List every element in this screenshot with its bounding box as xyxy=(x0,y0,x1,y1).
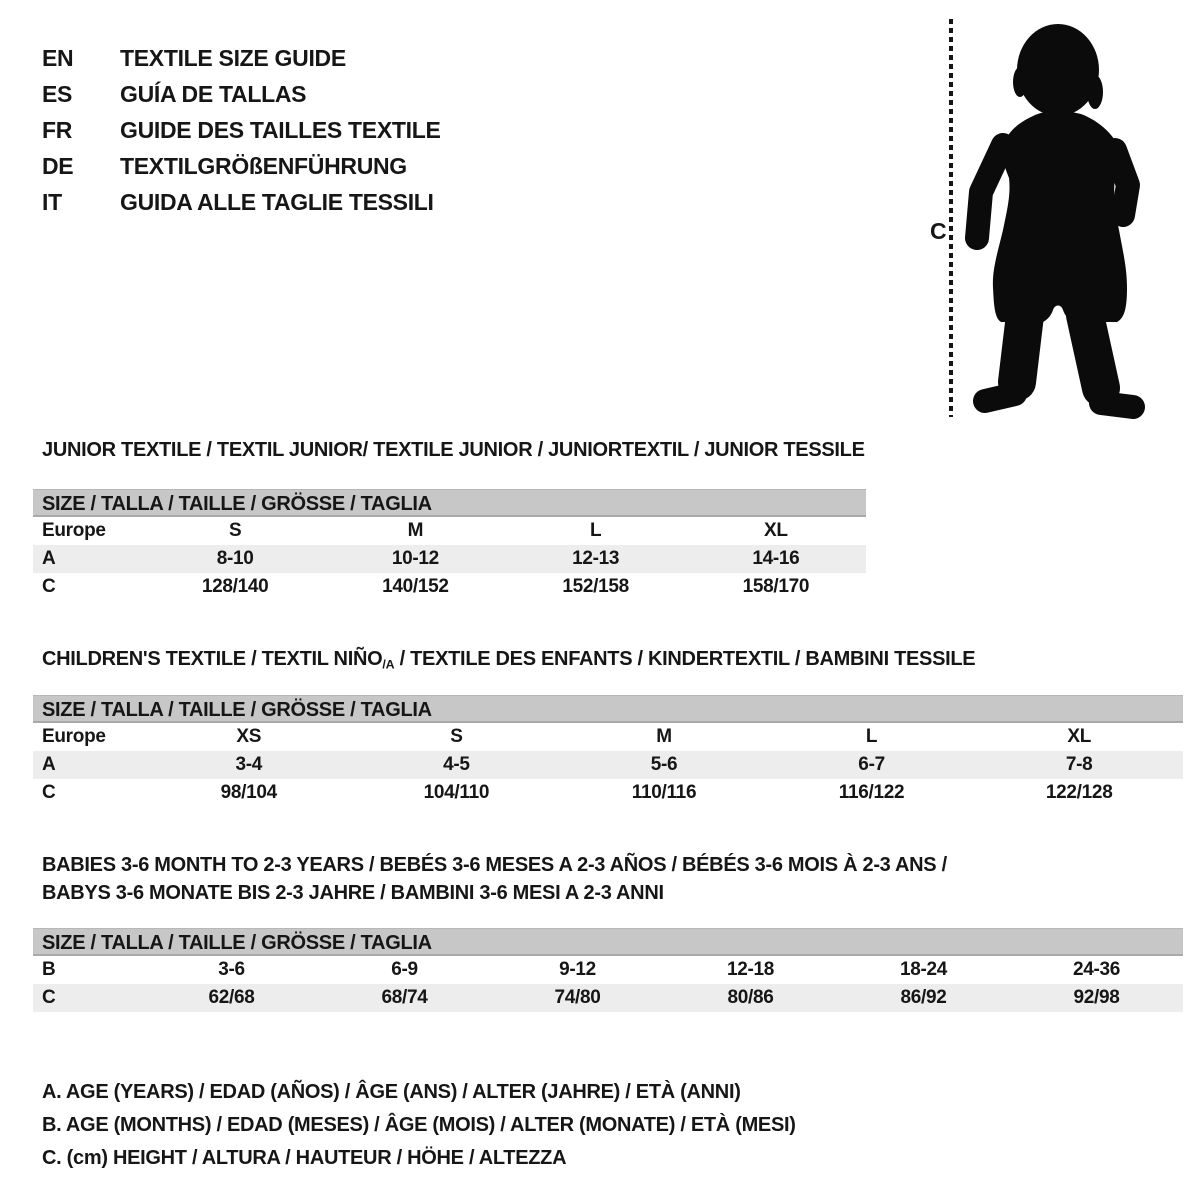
size-cell: 6-7 xyxy=(858,754,885,775)
size-cell: 62/68 xyxy=(208,987,255,1008)
babies-section-heading xyxy=(42,851,947,907)
size-cell: M xyxy=(407,520,424,541)
size-cell: 7-8 xyxy=(1065,754,1093,775)
baby-silhouette-icon xyxy=(965,20,1160,425)
size-cell: 3-6 xyxy=(218,959,245,980)
size-cell: XS xyxy=(236,726,262,747)
size-cell: 18-24 xyxy=(899,959,948,980)
height-c-label: C xyxy=(930,218,947,244)
language-row-es xyxy=(42,76,441,112)
size-cell: 74/80 xyxy=(554,987,601,1008)
size-cell: 86/92 xyxy=(900,987,947,1008)
size-cell: 12-13 xyxy=(572,548,620,569)
language-row-de xyxy=(42,148,441,184)
row-label: B xyxy=(42,959,56,980)
legend-line-a: A. AGE (YEARS) / EDAD (AÑOS) / ÂGE (ANS) / ALTER (JAHRE) / ETÀ (ANNI) xyxy=(42,1081,741,1103)
table-row xyxy=(33,517,866,545)
language-title: GUÍA DE TALLAS xyxy=(120,81,307,107)
size-cell: L xyxy=(865,726,878,747)
row-label: A xyxy=(42,754,56,775)
size-cell: 12-18 xyxy=(726,959,775,980)
language-title: TEXTILE SIZE GUIDE xyxy=(120,45,346,71)
legend-line-b: B. AGE (MONTHS) / EDAD (MESES) / ÂGE (MOIS) / ALTER (MONATE) / ETÀ (MESI) xyxy=(42,1114,796,1136)
language-code: EN xyxy=(42,45,74,71)
size-cell: S xyxy=(228,520,242,541)
language-code: FR xyxy=(42,117,73,143)
size-cell: 152/158 xyxy=(562,576,629,597)
language-code: IT xyxy=(42,189,62,215)
table-row xyxy=(33,545,866,573)
children-section-heading xyxy=(42,647,975,676)
children-heading-sub: /A xyxy=(382,657,395,672)
row-label: C xyxy=(42,576,56,597)
size-header: SIZE / TALLA / TAILLE / GRÖSSE / TAGLIA xyxy=(33,928,1183,956)
row-label: Europe xyxy=(42,726,106,747)
legend-line-c: C. (cm) HEIGHT / ALTURA / HAUTEUR / HÖHE / ALTEZZA xyxy=(42,1147,567,1169)
table-row xyxy=(33,751,1183,779)
size-cell: 5-6 xyxy=(650,754,678,775)
measure-legend xyxy=(42,1076,796,1175)
size-cell: 14-16 xyxy=(752,548,800,569)
row-label: A xyxy=(42,548,56,569)
row-label: Europe xyxy=(42,520,106,541)
junior-section-heading: JUNIOR TEXTILE / TEXTIL JUNIOR/ TEXTILE JUNIOR / JUNIORTEXTIL / JUNIOR TESSILE xyxy=(42,439,865,461)
size-cell: 9-12 xyxy=(559,959,596,980)
size-cell: 116/122 xyxy=(838,782,905,803)
size-cell: 104/110 xyxy=(423,782,490,803)
language-code: DE xyxy=(42,153,74,179)
size-cell: 122/128 xyxy=(1045,782,1113,803)
size-header: SIZE / TALLA / TAILLE / GRÖSSE / TAGLIA xyxy=(33,489,866,517)
language-title: TEXTILGRÖßENFÜHRUNG xyxy=(120,153,407,179)
size-cell: 68/74 xyxy=(381,987,428,1008)
children-heading-suffix: / TEXTILE DES ENFANTS / KINDERTEXTIL / BAMBINI TESSILE xyxy=(394,648,976,670)
row-label: C xyxy=(42,782,56,803)
size-cell: XL xyxy=(1067,726,1092,747)
size-cell: 158/170 xyxy=(742,576,810,597)
table-row xyxy=(33,984,1183,1012)
size-cell: 4-5 xyxy=(443,754,470,775)
language-row-en xyxy=(42,40,441,76)
language-row-fr xyxy=(42,112,441,148)
table-row xyxy=(33,573,866,601)
language-title-list xyxy=(42,40,441,220)
babies-size-table xyxy=(33,928,1183,1012)
size-cell: XL xyxy=(764,520,788,541)
babies-heading-line1: BABIES 3-6 MONTH TO 2-3 YEARS / BEBÉS 3-6 MESES A 2-3 AÑOS / BÉBÉS 3-6 MOIS À 2-3 ANS / xyxy=(42,854,947,876)
size-cell: 8-10 xyxy=(216,548,254,569)
size-cell: 140/152 xyxy=(382,576,449,597)
children-heading-prefix: CHILDREN'S TEXTILE / TEXTIL NIÑO xyxy=(42,648,383,670)
row-label: C xyxy=(42,987,56,1008)
language-row-it xyxy=(42,184,441,220)
size-cell: 128/140 xyxy=(201,576,269,597)
height-dashed-line xyxy=(949,19,953,417)
junior-size-table xyxy=(33,489,866,601)
table-row xyxy=(33,956,1183,984)
size-cell: 98/104 xyxy=(220,782,277,803)
size-header: SIZE / TALLA / TAILLE / GRÖSSE / TAGLIA xyxy=(33,695,1183,723)
children-size-table xyxy=(33,695,1183,807)
language-code: ES xyxy=(42,81,73,107)
babies-heading-line2: BABYS 3-6 MONATE BIS 2-3 JAHRE / BAMBINI 3-6 MESI A 2-3 ANNI xyxy=(42,882,664,904)
size-cell: 80/86 xyxy=(727,987,774,1008)
size-cell: 6-9 xyxy=(391,959,418,980)
size-cell: L xyxy=(589,520,602,541)
size-cell: 3-4 xyxy=(235,754,263,775)
size-cell: S xyxy=(450,726,463,747)
size-cell: M xyxy=(656,726,672,747)
language-title: GUIDE DES TAILLES TEXTILE xyxy=(120,117,441,143)
size-cell: 10-12 xyxy=(391,548,439,569)
table-row xyxy=(33,723,1183,751)
size-cell: 110/116 xyxy=(631,782,697,803)
size-cell: 24-36 xyxy=(1072,959,1121,980)
language-title: GUIDA ALLE TAGLIE TESSILI xyxy=(120,189,434,215)
table-row xyxy=(33,779,1183,807)
size-cell: 92/98 xyxy=(1073,987,1120,1008)
